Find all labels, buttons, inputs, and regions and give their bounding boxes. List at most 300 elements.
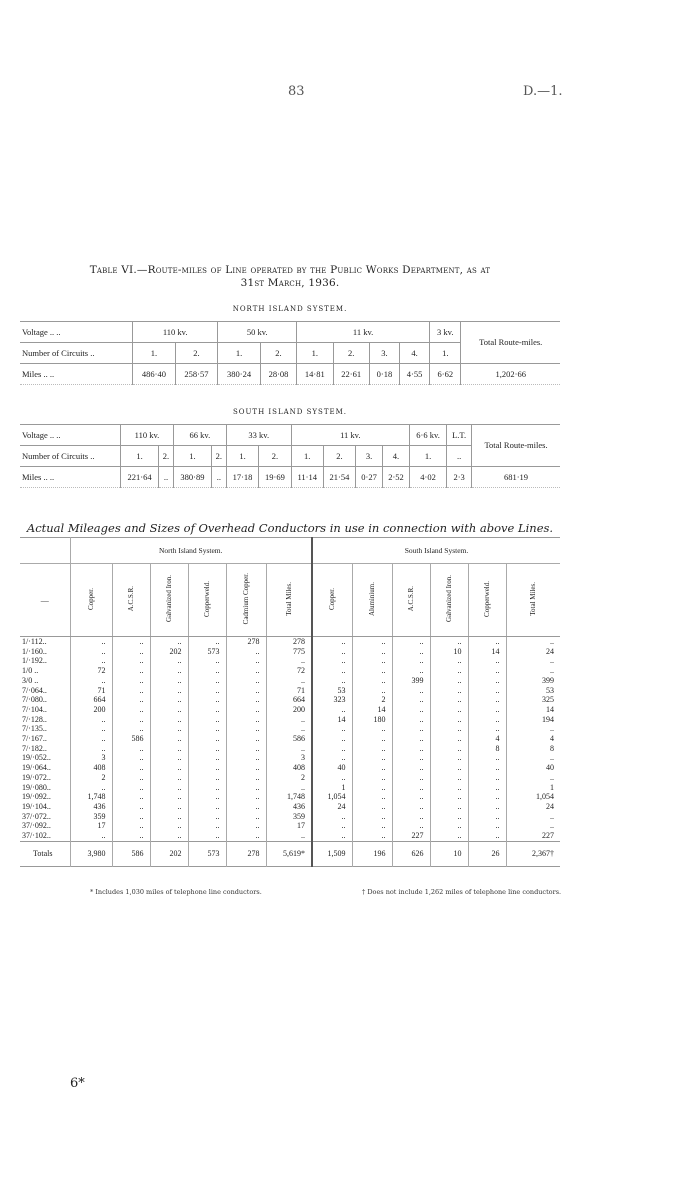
row-label-circuits: Number of Circuits ..	[20, 446, 121, 467]
value-cell: ..	[150, 705, 188, 715]
miles-cell: 22·61	[333, 364, 369, 385]
value-cell: 200	[266, 705, 312, 715]
value-cell: ..	[392, 715, 430, 725]
col-north-cadmium: Cadmium Copper.	[242, 573, 250, 625]
size-cell: 37/·092..	[22, 821, 51, 831]
voltage-cell: 110 kv.	[121, 425, 174, 446]
col-south-acsr: A.C.S.R.	[407, 586, 415, 612]
south-heading: SOUTH ISLAND SYSTEM.	[232, 408, 348, 416]
table-row	[20, 734, 560, 744]
value-cell: ..	[430, 763, 468, 773]
value-cell: ..	[392, 812, 430, 822]
north-system-label: North Island System.	[70, 538, 312, 564]
size-cell: 1/·112..	[22, 637, 47, 646]
value-cell: 53	[506, 686, 560, 696]
value-cell: ..	[188, 656, 226, 666]
value-cell: ..	[506, 666, 560, 676]
value-cell: ..	[392, 763, 430, 773]
circuit-cell: 1.	[291, 446, 323, 467]
value-cell: 40	[312, 763, 352, 773]
value-cell: ..	[226, 831, 266, 841]
value-cell: ..	[430, 744, 468, 754]
voltage-cell: 6·6 kv.	[409, 425, 446, 446]
value-cell: ..	[352, 783, 392, 793]
table-row	[20, 647, 560, 657]
table-row	[20, 821, 560, 831]
value-cell: 180	[352, 715, 392, 725]
value-cell: ..	[506, 753, 560, 763]
signature-mark: 6*	[70, 1076, 85, 1091]
value-cell: 200	[70, 705, 112, 715]
value-cell: ..	[392, 705, 430, 715]
miles-cell: 19·69	[259, 467, 291, 488]
value-cell: ..	[188, 763, 226, 773]
miles-cell: 2·52	[383, 467, 410, 488]
value-cell: 436	[266, 802, 312, 812]
table-row	[20, 753, 560, 763]
value-cell: ..	[352, 656, 392, 666]
value-cell: ..	[392, 637, 430, 647]
circuit-cell: 1.	[173, 446, 211, 467]
circuit-cell: 2.	[259, 446, 291, 467]
value-cell: ..	[430, 676, 468, 686]
value-cell: ..	[188, 686, 226, 696]
circuit-cell: 2.	[175, 343, 218, 364]
totals-row	[20, 841, 560, 866]
table-row	[20, 695, 560, 705]
value-cell: ..	[188, 705, 226, 715]
table-row	[20, 792, 560, 802]
value-cell: ..	[150, 773, 188, 783]
value-cell: ..	[112, 666, 150, 676]
voltage-cell: L.T.	[447, 425, 472, 446]
table-row	[20, 744, 560, 754]
value-cell: ..	[468, 812, 506, 822]
value-cell: ..	[312, 773, 352, 783]
value-cell: ..	[188, 715, 226, 725]
title-line-1: Table VI.—Route-miles of Line operated by the Public Works Department, as at	[89, 264, 491, 276]
value-cell: ..	[70, 744, 112, 754]
value-cell: ..	[392, 647, 430, 657]
value-cell: ..	[112, 715, 150, 725]
value-cell: ..	[266, 783, 312, 793]
value-cell: 72	[266, 666, 312, 676]
col-south-copperweld: Copperweld.	[483, 581, 491, 617]
value-cell: ..	[188, 734, 226, 744]
value-cell: ..	[312, 753, 352, 763]
value-cell: ..	[430, 792, 468, 802]
value-cell: ..	[430, 753, 468, 763]
value-cell: ..	[266, 744, 312, 754]
value-cell: ..	[312, 705, 352, 715]
total-value: 626	[392, 841, 430, 866]
circuit-cell: 1.	[430, 343, 461, 364]
miles-cell: 0·18	[369, 364, 399, 385]
value-cell: ..	[430, 821, 468, 831]
value-cell: ..	[392, 821, 430, 831]
value-cell: ..	[150, 821, 188, 831]
value-cell: 8	[506, 744, 560, 754]
total-value: 5,619*	[266, 841, 312, 866]
size-cell: 7/·182..	[22, 743, 47, 753]
table-row	[20, 637, 560, 647]
value-cell: ..	[468, 656, 506, 666]
value-cell: 71	[266, 686, 312, 696]
value-cell: ..	[352, 831, 392, 841]
miles-cell: 258·57	[175, 364, 218, 385]
value-cell: ..	[468, 763, 506, 773]
value-cell: ..	[392, 802, 430, 812]
value-cell: ..	[392, 724, 430, 734]
circuit-cell: ..	[447, 446, 472, 467]
value-cell: ..	[352, 666, 392, 676]
value-cell: 1,748	[70, 792, 112, 802]
size-cell: 37/·072..	[22, 811, 51, 821]
table-title	[20, 264, 560, 290]
value-cell: ..	[430, 734, 468, 744]
value-cell: 2	[70, 773, 112, 783]
value-cell: 10	[430, 647, 468, 657]
value-cell: ..	[352, 802, 392, 812]
value-cell: ..	[430, 686, 468, 696]
value-cell: ..	[430, 705, 468, 715]
size-cell: 1/0 ..	[22, 666, 39, 676]
value-cell: ..	[70, 724, 112, 734]
circuit-cell: 1.	[297, 343, 333, 364]
value-cell: ..	[112, 802, 150, 812]
value-cell: ..	[312, 831, 352, 841]
col-south-aluminium: Aluminium.	[368, 581, 376, 617]
miles-cell: 380·24	[218, 364, 261, 385]
total-value: 10	[430, 841, 468, 866]
row-label-voltage: Voltage .. ..	[20, 425, 121, 446]
value-cell: ..	[468, 821, 506, 831]
total-value: 196	[352, 841, 392, 866]
total-value: 278	[226, 841, 266, 866]
value-cell: ..	[112, 792, 150, 802]
value-cell: ..	[112, 773, 150, 783]
value-cell: ..	[312, 666, 352, 676]
miles-cell: 17·18	[226, 467, 258, 488]
size-cell: 3/0 ..	[22, 675, 39, 685]
value-cell: 40	[506, 763, 560, 773]
table-row	[20, 783, 560, 793]
circuit-cell: 2.	[260, 343, 296, 364]
value-cell: ..	[150, 666, 188, 676]
value-cell: ..	[352, 773, 392, 783]
value-cell: ..	[352, 686, 392, 696]
miles-cell: 0·27	[356, 467, 383, 488]
circuit-cell: 4.	[383, 446, 410, 467]
value-cell: ..	[468, 792, 506, 802]
value-cell: ..	[188, 802, 226, 812]
value-cell: ..	[150, 637, 188, 647]
value-cell: ..	[112, 676, 150, 686]
value-cell: 1	[312, 783, 352, 793]
table-row	[20, 812, 560, 822]
value-cell: ..	[150, 695, 188, 705]
value-cell: ..	[70, 637, 112, 647]
south-system-label: South Island System.	[312, 538, 560, 564]
value-cell: ..	[188, 792, 226, 802]
total-value: 586	[112, 841, 150, 866]
value-cell: ..	[112, 686, 150, 696]
value-cell: 24	[312, 802, 352, 812]
value-cell: ..	[112, 744, 150, 754]
miles-cell: 221·64	[121, 467, 159, 488]
value-cell: ..	[392, 783, 430, 793]
value-cell: ..	[430, 783, 468, 793]
value-cell: 278	[266, 637, 312, 647]
size-cell: 7/·135..	[22, 724, 47, 734]
value-cell: 586	[112, 734, 150, 744]
value-cell: ..	[352, 637, 392, 647]
value-cell: ..	[352, 812, 392, 822]
value-cell: 586	[266, 734, 312, 744]
col-south-total: Total Miles.	[529, 582, 538, 616]
value-cell: ..	[226, 705, 266, 715]
value-cell: 1,054	[506, 792, 560, 802]
table-row	[20, 802, 560, 812]
table-row	[20, 724, 560, 734]
value-cell: ..	[112, 637, 150, 647]
value-cell: ..	[506, 773, 560, 783]
miles-cell: ..	[211, 467, 226, 488]
value-cell: 3	[70, 753, 112, 763]
value-cell: ..	[392, 695, 430, 705]
circuit-cell: 2.	[211, 446, 226, 467]
value-cell: ..	[112, 695, 150, 705]
table-row	[20, 676, 560, 686]
table-row	[20, 666, 560, 676]
value-cell: ..	[112, 763, 150, 773]
col-north-copperweld: Copperweld.	[203, 581, 211, 617]
conductor-rows	[20, 637, 560, 842]
value-cell: 17	[70, 821, 112, 831]
size-cell: 19/·092..	[22, 792, 51, 802]
footnote-1: * Includes 1,030 miles of telephone line conductors.	[90, 888, 262, 896]
size-cell: 1/·192..	[22, 656, 47, 666]
value-cell: ..	[188, 744, 226, 754]
circuit-cell: 3.	[356, 446, 383, 467]
value-cell: ..	[392, 734, 430, 744]
miles-cell: 4·02	[409, 467, 446, 488]
size-cell: 7/·080..	[22, 695, 47, 705]
value-cell: ..	[392, 792, 430, 802]
row-label-miles: Miles .. ..	[20, 467, 121, 488]
value-cell: ..	[112, 647, 150, 657]
value-cell: ..	[506, 812, 560, 822]
col-north-acsr: A.C.S.R.	[127, 586, 135, 612]
miles-cell: ..	[159, 467, 174, 488]
value-cell: 194	[506, 715, 560, 725]
value-cell: ..	[312, 647, 352, 657]
value-cell: ..	[430, 802, 468, 812]
value-cell: 24	[506, 647, 560, 657]
table-row	[20, 656, 560, 666]
size-cell: 19/·052..	[22, 753, 51, 763]
voltage-cell: 11 kv.	[297, 322, 430, 343]
value-cell: ..	[468, 802, 506, 812]
value-cell: ..	[468, 637, 506, 647]
value-cell: ..	[188, 666, 226, 676]
table-row	[20, 686, 560, 696]
value-cell: ..	[226, 734, 266, 744]
value-cell: ..	[70, 831, 112, 841]
value-cell: ..	[150, 676, 188, 686]
value-cell: ..	[468, 831, 506, 841]
voltage-cell: 66 kv.	[173, 425, 226, 446]
value-cell: ..	[468, 695, 506, 705]
value-cell: 436	[70, 802, 112, 812]
value-cell: ..	[226, 753, 266, 763]
value-cell: 2	[266, 773, 312, 783]
value-cell: 14	[468, 647, 506, 657]
value-cell: ..	[266, 656, 312, 666]
value-cell: ..	[430, 773, 468, 783]
value-cell: ..	[188, 812, 226, 822]
value-cell: ..	[266, 724, 312, 734]
total-value: 2,367†	[506, 841, 560, 866]
miles-cell: 21·54	[323, 467, 355, 488]
col-south-copper: Copper.	[328, 588, 337, 610]
value-cell: ..	[312, 656, 352, 666]
value-cell: ..	[150, 686, 188, 696]
value-cell: 17	[266, 821, 312, 831]
page-number: 83	[288, 84, 305, 99]
value-cell: ..	[70, 676, 112, 686]
totals-label: Totals	[20, 841, 70, 866]
value-cell: 359	[266, 812, 312, 822]
value-cell: 53	[312, 686, 352, 696]
north-heading: NORTH ISLAND SYSTEM.	[232, 305, 348, 313]
value-cell: ..	[352, 734, 392, 744]
value-cell: ..	[352, 724, 392, 734]
value-cell: ..	[150, 744, 188, 754]
value-cell: 775	[266, 647, 312, 657]
value-cell: ..	[226, 656, 266, 666]
value-cell: 399	[392, 676, 430, 686]
value-cell: ..	[70, 715, 112, 725]
value-cell: ..	[468, 773, 506, 783]
value-cell: ..	[352, 676, 392, 686]
value-cell: 278	[226, 637, 266, 647]
value-cell: ..	[430, 637, 468, 647]
value-cell: ..	[468, 783, 506, 793]
value-cell: ..	[352, 763, 392, 773]
value-cell: ..	[70, 783, 112, 793]
value-cell: 227	[506, 831, 560, 841]
value-cell: ..	[468, 686, 506, 696]
value-cell: ..	[266, 831, 312, 841]
value-cell: ..	[468, 724, 506, 734]
value-cell: ..	[226, 686, 266, 696]
value-cell: ..	[150, 783, 188, 793]
value-cell: ..	[266, 715, 312, 725]
value-cell: ..	[150, 734, 188, 744]
value-cell: 323	[312, 695, 352, 705]
value-cell: 14	[506, 705, 560, 715]
total-header: Total Route-miles.	[461, 322, 560, 364]
table-row	[20, 773, 560, 783]
value-cell: ..	[430, 656, 468, 666]
value-cell: ..	[226, 802, 266, 812]
value-cell: ..	[112, 753, 150, 763]
value-cell: ..	[352, 792, 392, 802]
circuit-cell: 2.	[159, 446, 174, 467]
value-cell: ..	[392, 744, 430, 754]
value-cell: ..	[226, 724, 266, 734]
value-cell: ..	[312, 812, 352, 822]
miles-cell: 2·3	[447, 467, 472, 488]
value-cell: ..	[112, 656, 150, 666]
value-cell: ..	[430, 715, 468, 725]
value-cell: ..	[226, 666, 266, 676]
value-cell: 71	[70, 686, 112, 696]
row-label-circuits: Number of Circuits ..	[20, 343, 133, 364]
size-cell: 19/·104..	[22, 801, 51, 811]
value-cell: ..	[226, 715, 266, 725]
row-label-voltage: Voltage .. ..	[20, 322, 133, 343]
circuit-cell: 1.	[121, 446, 159, 467]
col-north-copper: Copper.	[87, 588, 95, 610]
value-cell: ..	[226, 763, 266, 773]
total-cell: 1,202·66	[461, 364, 560, 385]
value-cell: ..	[150, 792, 188, 802]
circuit-cell: 2.	[323, 446, 355, 467]
miles-cell: 6·62	[430, 364, 461, 385]
table-row	[20, 705, 560, 715]
value-cell: 664	[70, 695, 112, 705]
value-cell: ..	[112, 831, 150, 841]
miles-cell: 14·81	[297, 364, 333, 385]
value-cell: ..	[188, 695, 226, 705]
value-cell: ..	[392, 666, 430, 676]
miles-cell: 380·89	[173, 467, 211, 488]
value-cell: ..	[312, 744, 352, 754]
value-cell: 14	[352, 705, 392, 715]
voltage-cell: 3 kv.	[430, 322, 461, 343]
value-cell: ..	[506, 821, 560, 831]
value-cell: 8	[468, 744, 506, 754]
value-cell: ..	[188, 773, 226, 783]
value-cell: ..	[352, 744, 392, 754]
total-value: 202	[150, 841, 188, 866]
miles-cell: 28·08	[260, 364, 296, 385]
value-cell: ..	[312, 676, 352, 686]
miles-cell: 486·40	[133, 364, 176, 385]
value-cell: ..	[188, 724, 226, 734]
value-cell: ..	[188, 821, 226, 831]
value-cell: ..	[392, 753, 430, 763]
value-cell: ..	[188, 783, 226, 793]
value-cell: ..	[112, 705, 150, 715]
value-cell: 2	[352, 695, 392, 705]
total-value: 573	[188, 841, 226, 866]
value-cell: ..	[468, 753, 506, 763]
value-cell: ..	[70, 656, 112, 666]
table-row	[20, 763, 560, 773]
value-cell: 664	[266, 695, 312, 705]
row-label-miles: Miles .. ..	[20, 364, 133, 385]
voltage-cell: 33 kv.	[226, 425, 291, 446]
value-cell: ..	[226, 821, 266, 831]
value-cell: ..	[150, 753, 188, 763]
voltage-cell: 50 kv.	[218, 322, 297, 343]
circuit-cell: 4.	[399, 343, 429, 364]
north-route-table	[20, 321, 560, 385]
value-cell: ..	[112, 783, 150, 793]
